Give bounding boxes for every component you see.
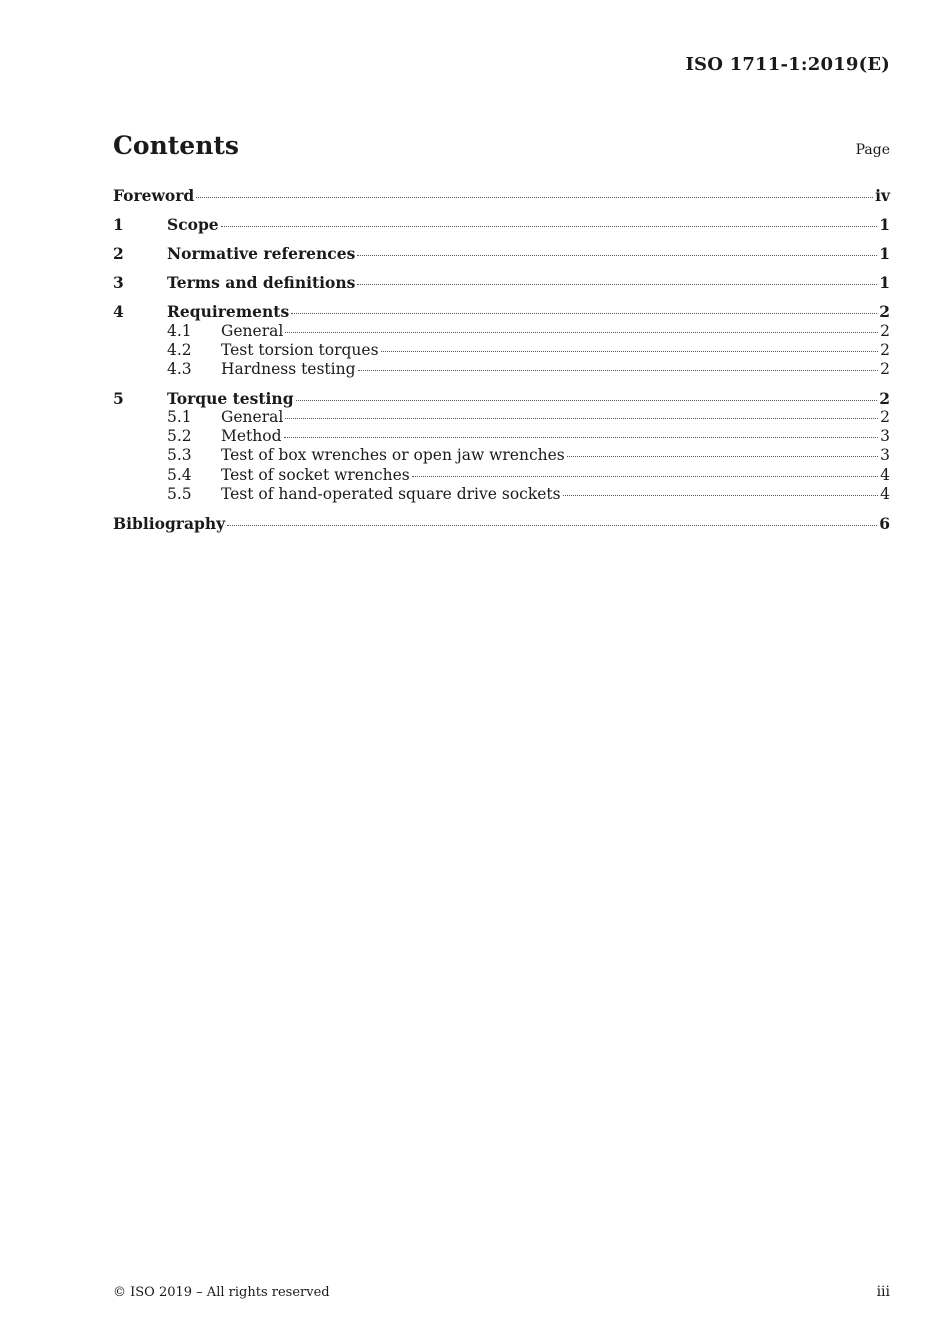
toc-entry-5-2-method[interactable] <box>113 427 890 446</box>
toc-entry-title: Torque testing <box>167 388 294 408</box>
toc-entry-page: 2 <box>880 408 890 427</box>
dot-leader <box>196 197 873 198</box>
toc-entry-4-2-test-torsion-torques[interactable] <box>113 341 890 360</box>
toc-entry-title: General <box>221 321 284 340</box>
toc-entry-title: Terms and definitions <box>167 273 356 292</box>
toc-entry-5-5-test-of-square-drive-sockets[interactable] <box>113 485 890 504</box>
toc-entry-page: 3 <box>880 446 890 465</box>
dot-leader <box>285 332 878 333</box>
toc-entry-page: 4 <box>880 484 890 503</box>
toc-entry-page: iv <box>875 186 890 205</box>
toc-entry-title: Bibliography <box>113 513 226 533</box>
dot-leader <box>357 284 877 285</box>
toc-entry-page: 2 <box>879 302 890 321</box>
toc-entry-title: Method <box>221 427 282 446</box>
toc-entry-number: 4 <box>113 302 124 321</box>
toc-entry-page: 4 <box>880 465 890 484</box>
toc-entry-number: 5.3 <box>167 446 192 465</box>
toc-entry-page: 6 <box>879 513 890 533</box>
toc-entry-terms-and-definitions[interactable] <box>113 273 890 293</box>
dot-leader <box>412 476 878 477</box>
contents-heading: Contents <box>113 131 240 160</box>
toc-entry-title: Test of hand-operated square drive sockets <box>221 484 561 503</box>
toc-entry-number: 4.1 <box>167 321 192 340</box>
toc-entry-torque-testing[interactable] <box>113 389 890 409</box>
toc-entry-4-1-general[interactable] <box>113 322 890 341</box>
toc-entry-page: 2 <box>880 359 890 378</box>
toc-entry-requirements[interactable] <box>113 302 890 322</box>
toc-entry-5-1-general[interactable] <box>113 408 890 427</box>
dot-leader <box>284 437 879 438</box>
page-number: iii <box>876 1284 890 1300</box>
toc-entry-title: Test of box wrenches or open jaw wrenches <box>221 446 565 465</box>
toc-entry-number: 5.2 <box>167 427 192 446</box>
toc-entry-page: 2 <box>880 321 890 340</box>
dot-leader <box>381 351 879 352</box>
toc-entry-title: Test torsion torques <box>221 340 379 359</box>
toc-entry-normative-references[interactable] <box>113 244 890 264</box>
toc-entry-title: Test of socket wrenches <box>221 465 410 484</box>
table-of-contents <box>113 186 890 533</box>
toc-entry-title: Normative references <box>167 244 356 263</box>
dot-leader <box>227 525 877 526</box>
copyright-notice: © ISO 2019 – All rights reserved <box>113 1285 330 1300</box>
toc-entry-number: 4.3 <box>167 359 192 378</box>
toc-entry-bibliography[interactable] <box>113 514 890 534</box>
dot-leader <box>567 456 878 457</box>
toc-entry-title: Hardness testing <box>221 359 356 378</box>
toc-entry-page: 1 <box>879 273 890 292</box>
toc-entry-number: 5.4 <box>167 465 192 484</box>
dot-leader <box>357 255 877 256</box>
dot-leader <box>285 418 878 419</box>
toc-entry-title: General <box>221 408 284 427</box>
dot-leader <box>563 495 879 496</box>
dot-leader <box>221 226 878 227</box>
toc-entry-page: 2 <box>880 340 890 359</box>
toc-entry-number: 4.2 <box>167 340 192 359</box>
toc-entry-page: 3 <box>880 427 890 446</box>
toc-entry-page: 1 <box>879 244 890 263</box>
dot-leader <box>358 370 879 371</box>
toc-entry-5-4-test-of-socket-wrenches[interactable] <box>113 466 890 485</box>
toc-entry-4-3-hardness-testing[interactable] <box>113 360 890 379</box>
toc-entry-number: 5 <box>113 388 124 408</box>
toc-entry-number: 5.1 <box>167 408 192 427</box>
toc-entry-title: Requirements <box>167 302 290 321</box>
toc-entry-page: 1 <box>879 215 890 234</box>
toc-entry-page: 2 <box>879 388 890 408</box>
toc-entry-number: 5.5 <box>167 484 192 503</box>
toc-entry-title: Scope <box>167 215 219 234</box>
toc-entry-number: 2 <box>113 244 124 263</box>
toc-entry-number: 1 <box>113 215 124 234</box>
toc-entry-number: 3 <box>113 273 124 292</box>
toc-entry-foreword[interactable] <box>113 186 890 206</box>
dot-leader <box>291 313 877 314</box>
page-column-label: Page <box>855 142 890 158</box>
toc-entry-title: Foreword <box>113 186 195 205</box>
dot-leader <box>296 400 878 401</box>
toc-entry-scope[interactable] <box>113 215 890 235</box>
document-id: ISO 1711-1:2019(E) <box>685 54 890 75</box>
toc-entry-5-3-test-of-box-wrenches[interactable] <box>113 446 890 465</box>
